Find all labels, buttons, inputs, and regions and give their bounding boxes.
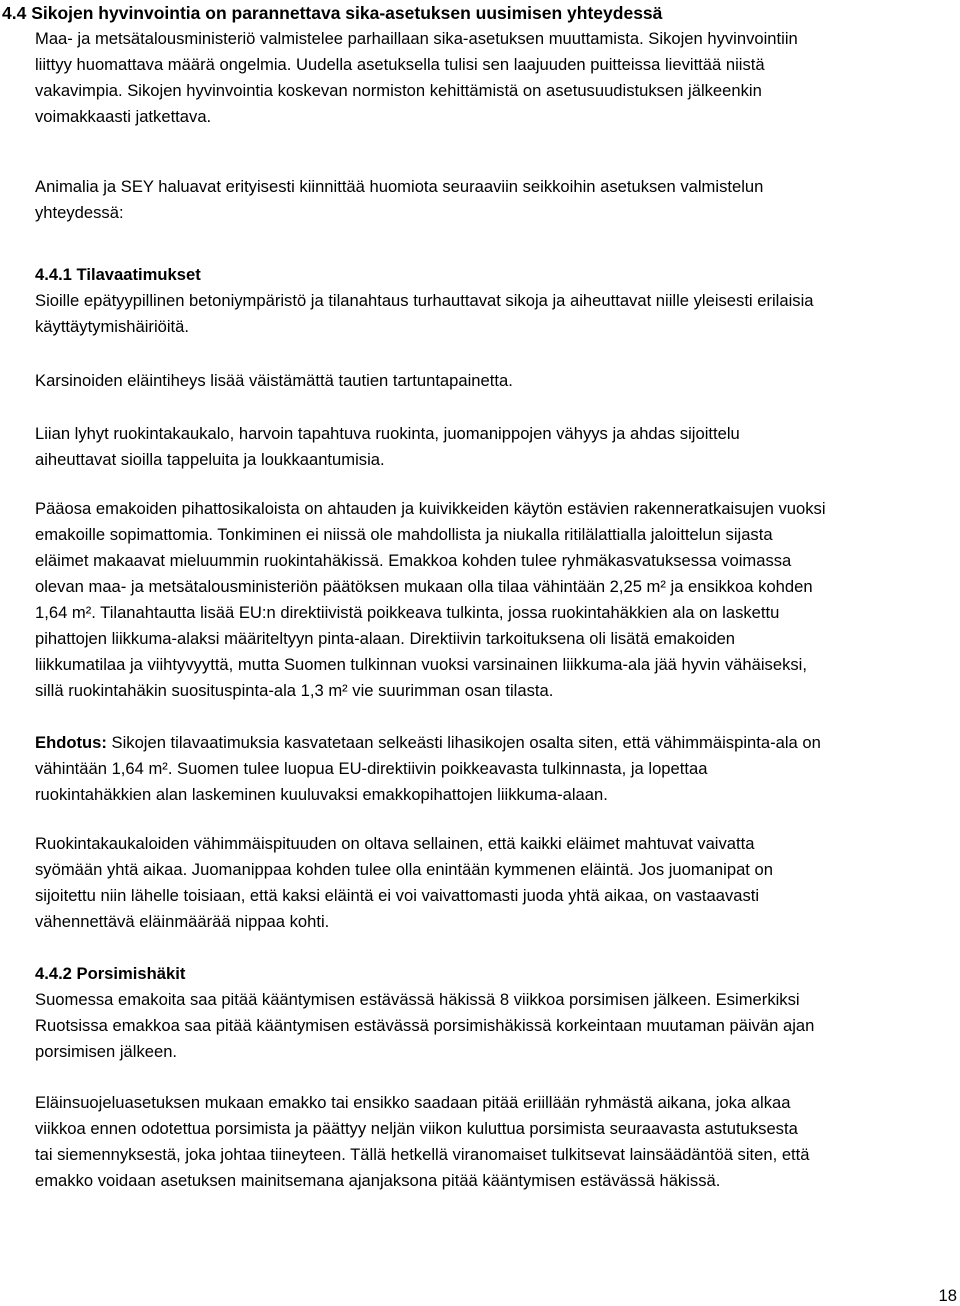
text-line: olevan maa- ja metsätalousministeriön päätöksen mukaan olla tilaa vähintään 2,25 m² ja ensikkoa kohden bbox=[35, 577, 813, 596]
text-line: pihattojen liikkuma-alaksi määriteltyyn pinta-alaan. Direktiivin tarkoituksena oli lisätä emakoiden bbox=[35, 629, 736, 648]
text-line: emakko voidaan asetuksen mainitsemana ajanjaksona pitää kääntymisen estävässä häkissä. bbox=[35, 1171, 721, 1190]
text-line: Maa- ja metsätalousministeriö valmistelee parhaillaan sika-asetuksen muuttamista. Sikojen hyvinvointiin bbox=[35, 29, 798, 48]
text-line: vakavimpia. Sikojen hyvinvointia koskevan normiston kehittämistä on asetusuudistuksen jälkeenkin bbox=[35, 81, 762, 100]
text-line: liittyy huomattava määrä ongelmia. Uudella asetuksella tulisi sen laajuuden puitteissa lievittää niistä bbox=[35, 55, 765, 74]
text-line: syömään yhtä aikaa. Juomanippaa kohden tulee olla enintään kymmenen eläintä. Jos juomanipat on bbox=[35, 860, 773, 879]
text-line: yhteydessä: bbox=[35, 203, 124, 222]
text-line bbox=[35, 730, 960, 756]
text-line: Ruotsissa emakkoa saa pitää kääntymisen estävässä porsimishäkissä korkeintaan muutaman päivän ajan bbox=[35, 1016, 815, 1035]
focus-paragraph bbox=[35, 174, 960, 226]
tilavaatimukset-section bbox=[35, 262, 960, 340]
text-line: porsimisen jälkeen. bbox=[35, 1042, 178, 1061]
text-line: eläimet makaavat mieluummin ruokintahäkissä. Emakkoa kohden tulee ryhmäkasvatuksessa voimassa bbox=[35, 551, 792, 570]
subsection-heading: 4.4.1 Tilavaatimukset bbox=[35, 265, 201, 284]
text-line: Eläinsuojeluasetuksen mukaan emakko tai ensikko saadaan pitää eriillään ryhmästä aikana, joka alkaa bbox=[35, 1093, 791, 1112]
text-line: Ruokintakaukaloiden vähimmäispituuden on oltava sellainen, että kaikki eläimet mahtuvat vaivatta bbox=[35, 834, 755, 853]
text-line: vähintään 1,64 m². Suomen tulee luopua EU-direktiivin poikkeavasta tulkinnasta, ja lopettaa bbox=[35, 759, 708, 778]
porsimishakit-section bbox=[35, 961, 960, 1065]
proposal-label: Ehdotus: bbox=[35, 733, 107, 752]
paragraph bbox=[35, 496, 960, 704]
text-line: vähennettävä eläinmäärää nippaa kohti. bbox=[35, 912, 330, 931]
text-line: sijoitettu niin lähelle toisiaan, että kaksi eläintä ei voi vaivattomasti juoda yhtä aikaa, on vastaavasti bbox=[35, 886, 760, 905]
text-line: viikkoa ennen odotettua porsimista ja päättyy neljän viikon kuluttua porsimista seuraavasta astutuksesta bbox=[35, 1119, 798, 1138]
text-line: voimakkaasti jatkettava. bbox=[35, 107, 212, 126]
text-line: aiheuttavat sioilla tappeluita ja loukkaantumisia. bbox=[35, 450, 385, 469]
text-line: käyttäytymishäiriöitä. bbox=[35, 317, 190, 336]
text-line: ruokintahäkkien alan laskeminen kuuluvaksi emakkopihattojen liikkuma-alaan. bbox=[35, 785, 608, 804]
paragraph bbox=[35, 421, 960, 473]
text-line: liikkumatilaa ja viihtyvyyttä, mutta Suomen tulkinnan vuoksi varsinainen liikkuma-ala jää hyvin vähäiseksi, bbox=[35, 655, 807, 674]
text-line: 1,64 m². Tilanahtautta lisää EU:n direktiivistä poikkeava tulkinta, jossa ruokintahäkkien ala on laskettu bbox=[35, 603, 780, 622]
text-line: Suomessa emakoita saa pitää kääntymisen estävässä häkissä 8 viikkoa porsimisen jälkeen. Esimerkiksi bbox=[35, 990, 800, 1009]
text-line: tai siemennyksestä, joka johtaa tiineyteen. Tällä hetkellä viranomaiset tulkitsevat lainsäädäntöä siten, että bbox=[35, 1145, 810, 1164]
text-line: Karsinoiden eläintiheys lisää väistämättä tautien tartuntapainetta. bbox=[35, 371, 513, 390]
text-line: Pääosa emakoiden pihattosikaloista on ahtauden ja kuivikkeiden käytön estävien rakenneratkaisujen vuoksi bbox=[35, 499, 826, 518]
text-line: emakoille sopimattomia. Tonkiminen ei niissä ole mahdollista ja niukalla ritilälattialla jaloittelun sijasta bbox=[35, 525, 773, 544]
paragraph bbox=[35, 368, 960, 394]
text-line: sillä ruokintahäkin suosituspinta-ala 1,3 m² vie suurimman osan tilasta. bbox=[35, 681, 554, 700]
text-line: Liian lyhyt ruokintakaukalo, harvoin tapahtuva ruokinta, juomanippojen vähyys ja ahdas sijoittelu bbox=[35, 424, 740, 443]
page-number: 18 bbox=[938, 1286, 957, 1305]
text-line: Sioille epätyypillinen betoniympäristö ja tilanahtaus turhauttavat sikoja ja aiheuttavat niille yleisesti erilaisia bbox=[35, 291, 814, 310]
intro-paragraph bbox=[35, 26, 960, 130]
subsection-heading: 4.4.2 Porsimishäkit bbox=[35, 964, 186, 983]
proposal-paragraph bbox=[35, 730, 960, 808]
paragraph bbox=[35, 1090, 960, 1194]
paragraph bbox=[35, 831, 960, 935]
section-heading: 4.4 Sikojen hyvinvointia on parannettava sika-asetuksen uusimisen yhteydessä bbox=[2, 3, 663, 23]
text-line: Animalia ja SEY haluavat erityisesti kiinnittää huomiota seuraaviin seikkoihin asetuksen valmistelun bbox=[35, 177, 764, 196]
proposal-text: Sikojen tilavaatimuksia kasvatetaan selkeästi lihasikojen osalta siten, että vähimmäispinta-ala on bbox=[106, 733, 821, 752]
